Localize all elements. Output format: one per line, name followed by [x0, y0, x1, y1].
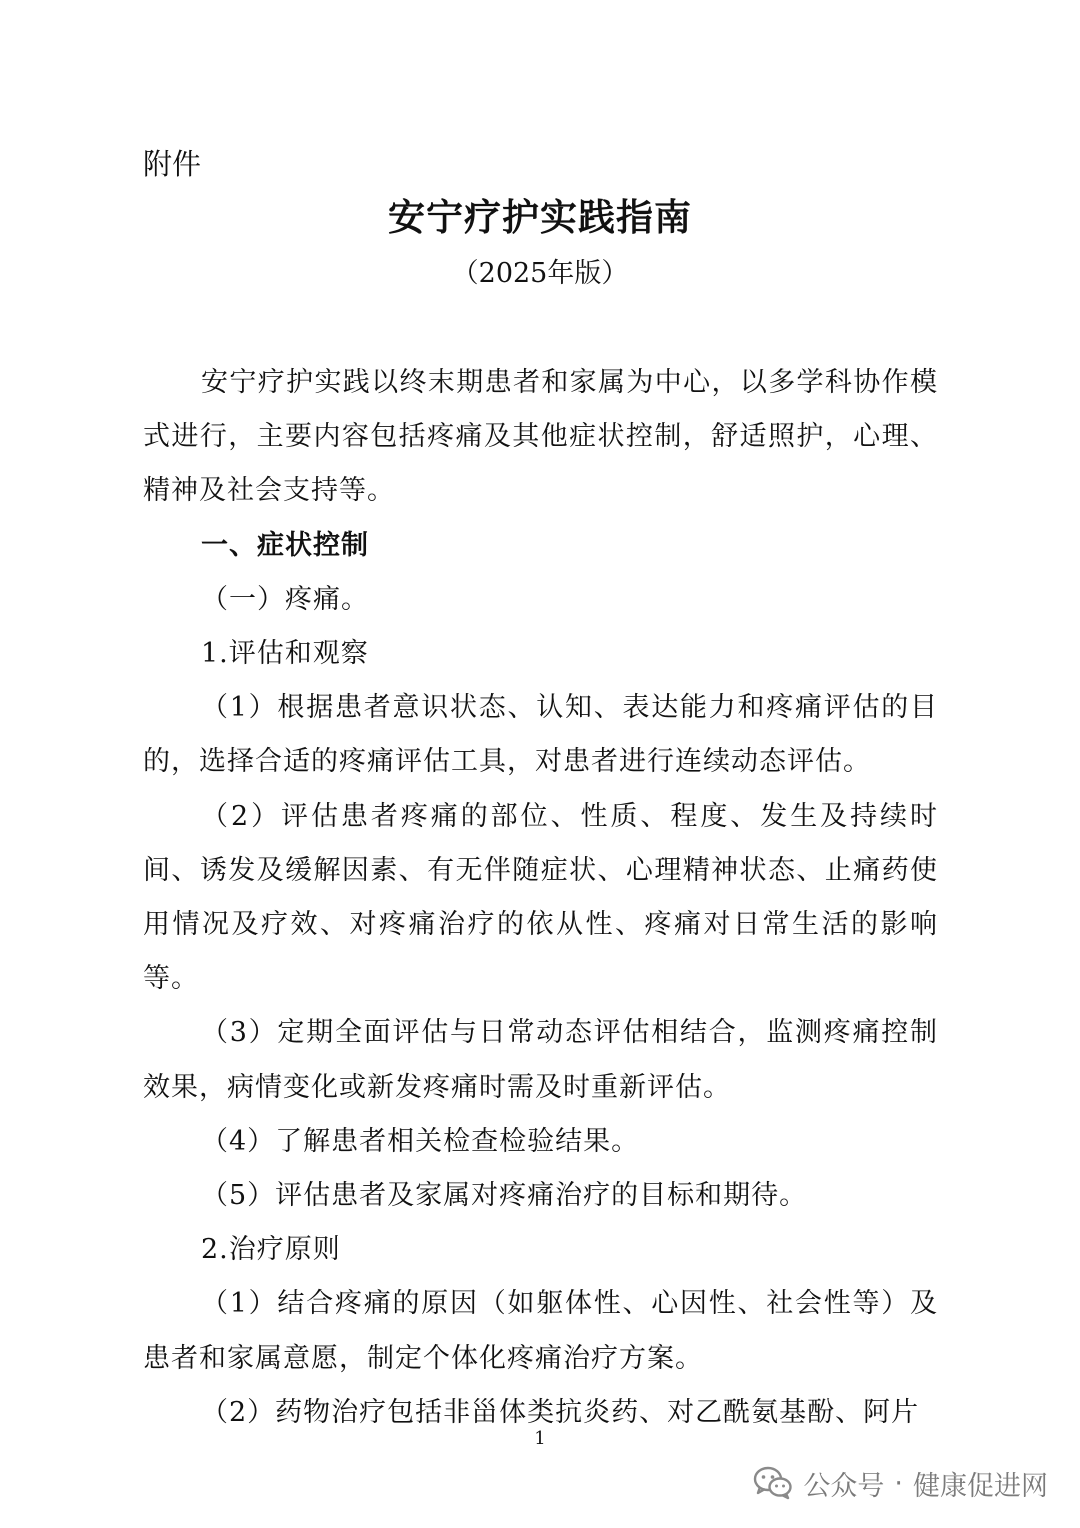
assessment-item-5: （5）评估患者及家属对疼痛治疗的目标和期待。 — [201, 1180, 808, 1212]
subsection-heading-pain: （一）疼痛。 — [201, 583, 369, 615]
assessment-item-2: （2）评估患者疼痛的部位、性质、程度、发生及持续时间、诱发及缓解因素、有无伴随症状、心理精神状态、止痛药使用情况及疗效、对疼痛治疗的依从性、疼痛对日常生活的影响等。 — [143, 800, 938, 995]
assessment-item-1: （1）根据患者意识状态、认知、表达能力和疼痛评估的目的，选择合适的疼痛评估工具，对患者进行连续动态评估。 — [143, 692, 938, 778]
wechat-watermark — [753, 1458, 1048, 1508]
watermark-separator: · — [894, 1467, 903, 1499]
watermark-label: 公众号 — [803, 1470, 885, 1502]
assessment-item-4: （4）了解患者相关检查检验结果。 — [201, 1125, 640, 1157]
section-heading-symptom-control: 一、症状控制 — [201, 529, 369, 561]
intro-paragraph: 安宁疗护实践以终末期患者和家属为中心，以多学科协作模式进行，主要内容包括疼痛及其他症状控制，舒适照护，心理、精神及社会支持等。 — [143, 367, 938, 507]
attachment-label: 附件 — [143, 147, 202, 181]
watermark-account: 健康促进网 — [913, 1470, 1048, 1502]
page-number: 1 — [534, 1428, 546, 1449]
assessment-item-3: （3）定期全面评估与日常动态评估相结合，监测疼痛控制效果，病情变化或新发疼痛时需及时重新评估。 — [143, 1017, 938, 1103]
treatment-item-1: （1）结合疼痛的原因（如躯体性、心因性、社会性等）及患者和家属意愿，制定个体化疼痛治疗方案。 — [143, 1288, 938, 1374]
wechat-icon — [753, 1466, 793, 1500]
item-heading-treatment-principles: 2.治疗原则 — [201, 1234, 341, 1266]
document-title: 安宁疗护实践指南 — [388, 196, 692, 239]
document-body — [143, 356, 938, 1440]
item-heading-assessment: 1.评估和观察 — [201, 638, 369, 670]
treatment-item-2: （2）药物治疗包括非甾体类抗炎药、对乙酰氨基酚、阿片 — [201, 1396, 920, 1428]
document-edition: （2025年版） — [451, 258, 629, 289]
